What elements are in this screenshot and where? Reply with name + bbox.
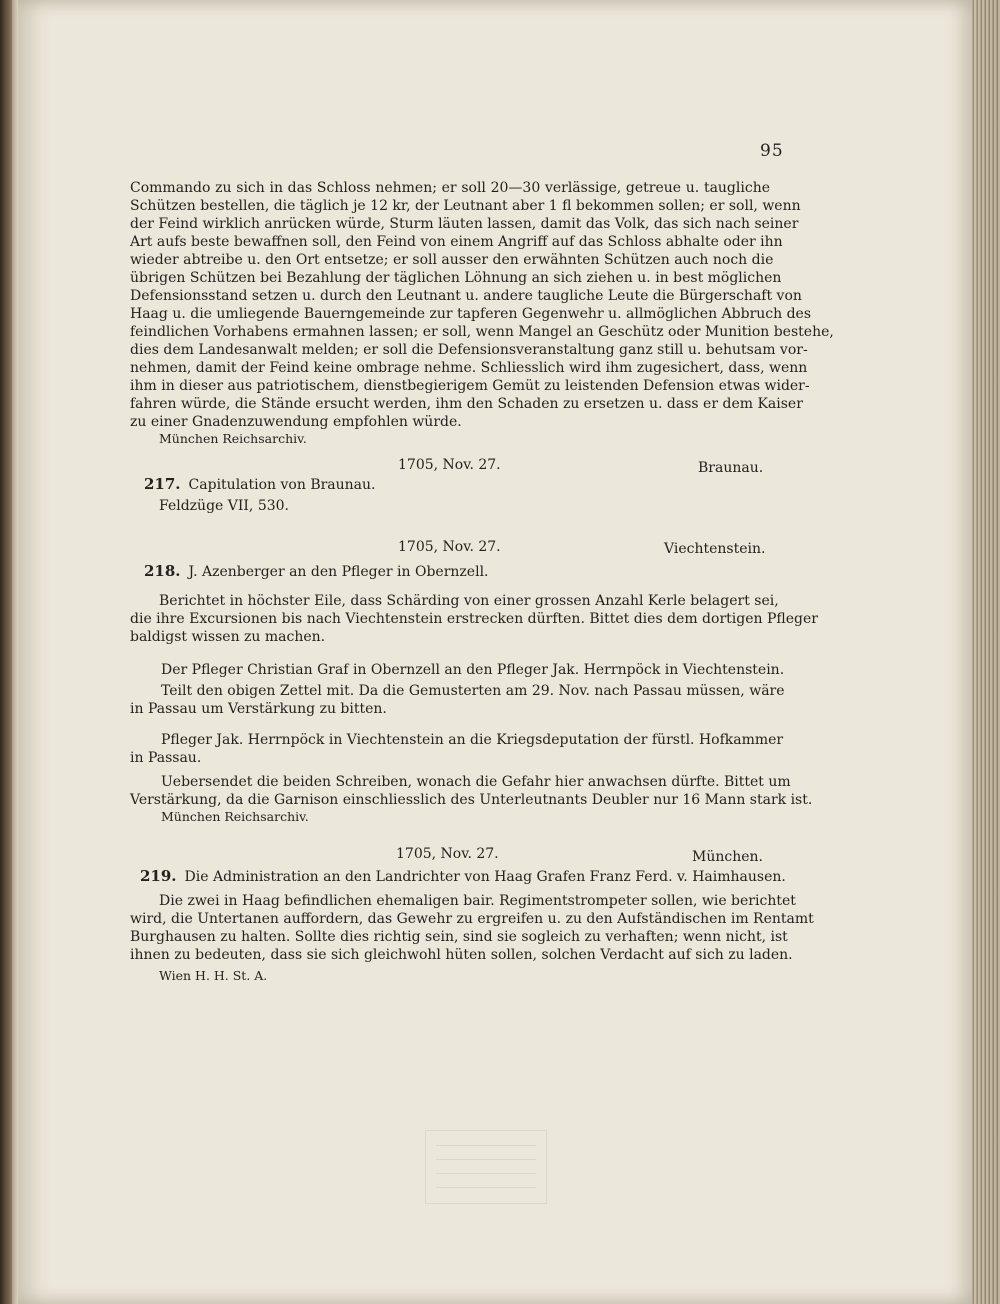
entry-218-body-line-3: baldigst wissen zu machen. (130, 629, 326, 645)
intro-line-10: dies dem Landesanwalt melden; er soll die Defensionsveranstaltung ganz still u. behutsam vor- (130, 342, 808, 358)
letter-2-heading-line-1: Pfleger Jak. Herrnpöck in Viechtenstein an die Kriegsdeputation der fürstl. Hofkammer (161, 732, 784, 748)
intro-line-2: Schützen bestellen, die täglich je 12 kr, der Leutnant aber 1 fl bekommen sollen; er soll, wenn (130, 198, 801, 214)
entry-217-heading (144, 477, 376, 492)
letter-1-line-1: Teilt den obigen Zettel mit. Da die Gemusterten am 29. Nov. nach Passau müssen, wäre (161, 683, 785, 699)
letter-2-heading-line-2: in Passau. (130, 750, 202, 766)
entry-219-body-line-4: ihnen zu bedeuten, dass sie sich gleichwohl hüten sollen, solchen Verdacht auf sich zu laden. (130, 947, 793, 963)
letter-1-heading: Der Pfleger Christian Graf in Obernzell an den Pfleger Jak. Herrnpöck in Viechtenstein. (161, 662, 785, 678)
book-spine (0, 0, 12, 1304)
letter-2-line-1: Uebersendet die beiden Schreiben, wonach die Gefahr hier anwachsen dürfte. Bittet um (161, 774, 791, 790)
intro-line-11: nehmen, damit der Feind keine ombrage nehme. Schliesslich wird ihm zugesichert, dass, wenn (130, 360, 808, 376)
entry-219-source: Wien H. H. St. A. (159, 968, 268, 983)
entry-218-place: Viechtenstein. (664, 541, 766, 557)
entry-219-title: Die Administration an den Landrichter von Haag Grafen Franz Ferd. v. Haimhausen. (184, 869, 786, 885)
entry-219-place: München. (692, 849, 763, 865)
entry-219-body-line-1: Die zwei in Haag befindlichen ehemaligen bair. Regimentstrompeter sollen, wie berichtet (159, 893, 796, 909)
entry-218-number: 218. (144, 562, 181, 580)
entry-219-number: 219. (140, 867, 177, 885)
entry-218-body-line-2: die ihre Excursionen bis nach Viechtenstein erstrecken dürften. Bittet dies dem dortigen Pfleger (130, 611, 818, 627)
intro-line-6: übrigen Schützen bei Bezahlung der täglichen Löhnung an sich ziehen u. in best möglichen (130, 270, 782, 286)
letter-1-line-2: in Passau um Verstärkung zu bitten. (130, 701, 387, 717)
page-edges (972, 0, 1000, 1304)
entry-218-title: J. Azenberger an den Pfleger in Obernzell. (188, 564, 489, 580)
letter-2-line-2: Verstärkung, da die Garnison einschliesslich des Unterleutnants Deubler nur 16 Mann stark ist. (130, 792, 813, 808)
intro-line-14: zu einer Gnadenzuwendung empfohlen würde. (130, 414, 462, 430)
intro-line-9: feindlichen Vorhabens ermahnen lassen; er soll, wenn Mangel an Geschütz oder Munition bestehe, (130, 324, 834, 340)
entry-218-body-line-1: Berichtet in höchster Eile, dass Schärding von einer grossen Anzahl Kerle belagert sei, (159, 593, 779, 609)
entry-218-source: München Reichsarchiv. (161, 809, 309, 824)
faint-library-stamp (425, 1130, 547, 1204)
intro-line-12: ihm in dieser aus patriotischem, dienstbegierigem Gemüt zu leistenden Defension etwas wider- (130, 378, 810, 394)
intro-line-8: Haag u. die umliegende Bauerngemeinde zur tapferen Gegenwehr u. allmöglichen Abbruch des (130, 306, 812, 322)
page-number: 95 (760, 141, 784, 161)
entry-217-title: Capitulation von Braunau. (188, 477, 376, 493)
entry-217-date: 1705, Nov. 27. (398, 457, 501, 473)
entry-219-date: 1705, Nov. 27. (396, 846, 499, 862)
entry-219-body-line-3: Burghausen zu halten. Sollte dies richtig sein, sind sie sogleich zu verhaften; wenn nicht, ist (130, 929, 788, 945)
entry-219-body-line-2: wird, die Untertanen auffordern, das Gewehr zu ergreifen u. zu den Aufständischen im Rentamt (130, 911, 814, 927)
entry-218-date: 1705, Nov. 27. (398, 539, 501, 555)
intro-line-13: fahren würde, die Stände ersucht werden, ihm den Schaden zu ersetzen u. dass er dem Kaiser (130, 396, 803, 412)
intro-line-7: Defensionsstand setzen u. durch den Leutnant u. andere taugliche Leute die Bürgerschaft von (130, 288, 802, 304)
source-note: München Reichsarchiv. (159, 431, 307, 446)
entry-219-heading (140, 869, 786, 884)
intro-line-3: der Feind wirklich anrücken würde, Sturm läuten lassen, damit das Volk, das sich nach seiner (130, 216, 799, 232)
entry-217-reference: Feldzüge VII, 530. (159, 498, 290, 514)
entry-217-place: Braunau. (698, 460, 764, 476)
entry-217-number: 217. (144, 475, 181, 493)
entry-218-heading (144, 564, 489, 579)
intro-line-1: Commando zu sich in das Schloss nehmen; er soll 20—30 verlässige, getreue u. taugliche (130, 180, 770, 196)
intro-line-5: wieder abtreibe u. den Ort entsetze; er soll ausser den erwähnten Schützen auch noch die (130, 252, 774, 268)
intro-line-4: Art aufs beste bewaffnen soll, den Feind von einem Angriff auf das Schloss abhalte oder ihn (130, 234, 783, 250)
